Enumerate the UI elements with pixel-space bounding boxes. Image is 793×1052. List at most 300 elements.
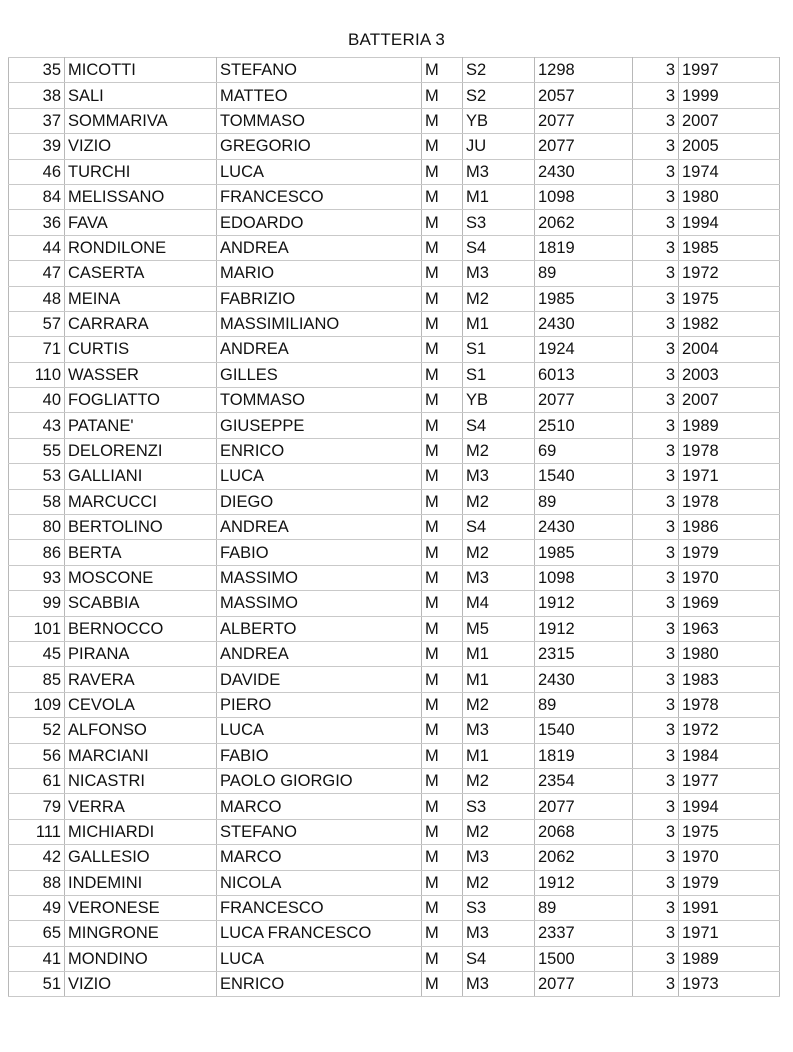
heat-cell: 3 xyxy=(633,261,679,286)
sex-cell: M xyxy=(422,311,463,336)
bib-number-cell: 44 xyxy=(9,235,65,260)
surname-cell: MONDINO xyxy=(65,946,217,971)
category-cell: M2 xyxy=(463,540,535,565)
heat-cell: 3 xyxy=(633,768,679,793)
table-row xyxy=(9,845,780,870)
bib-number-cell: 65 xyxy=(9,921,65,946)
club-code-cell: 2430 xyxy=(535,667,633,692)
category-cell: M1 xyxy=(463,641,535,666)
bib-number-cell: 84 xyxy=(9,184,65,209)
table-row xyxy=(9,438,780,463)
birth-year-cell: 2007 xyxy=(679,388,780,413)
birth-year-cell: 2005 xyxy=(679,134,780,159)
heat-cell: 3 xyxy=(633,235,679,260)
category-cell: M3 xyxy=(463,159,535,184)
bib-number-cell: 51 xyxy=(9,972,65,997)
first-name-cell: MASSIMO xyxy=(217,591,422,616)
club-code-cell: 2068 xyxy=(535,819,633,844)
table-row xyxy=(9,895,780,920)
bib-number-cell: 56 xyxy=(9,743,65,768)
heat-cell: 3 xyxy=(633,794,679,819)
heat-cell: 3 xyxy=(633,286,679,311)
first-name-cell: ANDREA xyxy=(217,641,422,666)
first-name-cell: MASSIMO xyxy=(217,565,422,590)
table-row xyxy=(9,540,780,565)
heat-cell: 3 xyxy=(633,946,679,971)
bib-number-cell: 45 xyxy=(9,641,65,666)
club-code-cell: 2077 xyxy=(535,972,633,997)
sex-cell: M xyxy=(422,489,463,514)
heat-cell: 3 xyxy=(633,58,679,83)
bib-number-cell: 49 xyxy=(9,895,65,920)
surname-cell: PIRANA xyxy=(65,641,217,666)
category-cell: M3 xyxy=(463,464,535,489)
bib-number-cell: 48 xyxy=(9,286,65,311)
first-name-cell: FRANCESCO xyxy=(217,895,422,920)
club-code-cell: 1819 xyxy=(535,743,633,768)
category-cell: M4 xyxy=(463,591,535,616)
table-row xyxy=(9,946,780,971)
first-name-cell: FRANCESCO xyxy=(217,184,422,209)
category-cell: YB xyxy=(463,388,535,413)
heat-cell: 3 xyxy=(633,134,679,159)
first-name-cell: DIEGO xyxy=(217,489,422,514)
birth-year-cell: 1986 xyxy=(679,515,780,540)
club-code-cell: 89 xyxy=(535,489,633,514)
bib-number-cell: 109 xyxy=(9,692,65,717)
surname-cell: WASSER xyxy=(65,362,217,387)
bib-number-cell: 43 xyxy=(9,413,65,438)
club-code-cell: 2077 xyxy=(535,108,633,133)
first-name-cell: LUCA FRANCESCO xyxy=(217,921,422,946)
table-row xyxy=(9,58,780,83)
birth-year-cell: 1989 xyxy=(679,413,780,438)
category-cell: JU xyxy=(463,134,535,159)
birth-year-cell: 1994 xyxy=(679,794,780,819)
surname-cell: BERTA xyxy=(65,540,217,565)
birth-year-cell: 1972 xyxy=(679,261,780,286)
surname-cell: ALFONSO xyxy=(65,718,217,743)
category-cell: M1 xyxy=(463,311,535,336)
category-cell: M2 xyxy=(463,692,535,717)
bib-number-cell: 79 xyxy=(9,794,65,819)
sex-cell: M xyxy=(422,83,463,108)
birth-year-cell: 1994 xyxy=(679,210,780,235)
club-code-cell: 1912 xyxy=(535,591,633,616)
club-code-cell: 1819 xyxy=(535,235,633,260)
sex-cell: M xyxy=(422,768,463,793)
table-row xyxy=(9,134,780,159)
sex-cell: M xyxy=(422,464,463,489)
sex-cell: M xyxy=(422,641,463,666)
bib-number-cell: 101 xyxy=(9,616,65,641)
surname-cell: MELISSANO xyxy=(65,184,217,209)
category-cell: S2 xyxy=(463,83,535,108)
club-code-cell: 89 xyxy=(535,261,633,286)
bib-number-cell: 55 xyxy=(9,438,65,463)
bib-number-cell: 42 xyxy=(9,845,65,870)
birth-year-cell: 1982 xyxy=(679,311,780,336)
first-name-cell: MARCO xyxy=(217,845,422,870)
sex-cell: M xyxy=(422,337,463,362)
surname-cell: PATANE' xyxy=(65,413,217,438)
first-name-cell: MARCO xyxy=(217,794,422,819)
surname-cell: MEINA xyxy=(65,286,217,311)
bib-number-cell: 57 xyxy=(9,311,65,336)
first-name-cell: EDOARDO xyxy=(217,210,422,235)
table-row xyxy=(9,108,780,133)
first-name-cell: LUCA xyxy=(217,718,422,743)
surname-cell: BERNOCCO xyxy=(65,616,217,641)
heat-cell: 3 xyxy=(633,184,679,209)
heat-cell: 3 xyxy=(633,845,679,870)
surname-cell: CURTIS xyxy=(65,337,217,362)
heat-cell: 3 xyxy=(633,159,679,184)
sex-cell: M xyxy=(422,972,463,997)
sex-cell: M xyxy=(422,261,463,286)
category-cell: S4 xyxy=(463,235,535,260)
birth-year-cell: 1972 xyxy=(679,718,780,743)
birth-year-cell: 1970 xyxy=(679,565,780,590)
birth-year-cell: 1989 xyxy=(679,946,780,971)
first-name-cell: ANDREA xyxy=(217,235,422,260)
first-name-cell: ALBERTO xyxy=(217,616,422,641)
birth-year-cell: 2003 xyxy=(679,362,780,387)
sex-cell: M xyxy=(422,184,463,209)
bib-number-cell: 46 xyxy=(9,159,65,184)
heat-cell: 3 xyxy=(633,972,679,997)
heat-cell: 3 xyxy=(633,565,679,590)
club-code-cell: 89 xyxy=(535,692,633,717)
category-cell: S1 xyxy=(463,362,535,387)
surname-cell: CASERTA xyxy=(65,261,217,286)
sex-cell: M xyxy=(422,895,463,920)
birth-year-cell: 1978 xyxy=(679,692,780,717)
heat-cell: 3 xyxy=(633,667,679,692)
first-name-cell: LUCA xyxy=(217,946,422,971)
birth-year-cell: 1991 xyxy=(679,895,780,920)
bib-number-cell: 80 xyxy=(9,515,65,540)
heat-cell: 3 xyxy=(633,616,679,641)
surname-cell: MINGRONE xyxy=(65,921,217,946)
first-name-cell: FABIO xyxy=(217,540,422,565)
surname-cell: MOSCONE xyxy=(65,565,217,590)
sex-cell: M xyxy=(422,362,463,387)
bib-number-cell: 99 xyxy=(9,591,65,616)
club-code-cell: 2077 xyxy=(535,388,633,413)
bib-number-cell: 110 xyxy=(9,362,65,387)
heat-cell: 3 xyxy=(633,515,679,540)
club-code-cell: 2430 xyxy=(535,311,633,336)
sex-cell: M xyxy=(422,388,463,413)
heat-cell: 3 xyxy=(633,743,679,768)
sex-cell: M xyxy=(422,565,463,590)
birth-year-cell: 1973 xyxy=(679,972,780,997)
category-cell: M3 xyxy=(463,845,535,870)
heat-table-body xyxy=(9,58,780,997)
club-code-cell: 1985 xyxy=(535,286,633,311)
first-name-cell: GILLES xyxy=(217,362,422,387)
club-code-cell: 1500 xyxy=(535,946,633,971)
bib-number-cell: 37 xyxy=(9,108,65,133)
heat-cell: 3 xyxy=(633,921,679,946)
table-row xyxy=(9,870,780,895)
heat-cell: 3 xyxy=(633,362,679,387)
birth-year-cell: 1980 xyxy=(679,184,780,209)
first-name-cell: DAVIDE xyxy=(217,667,422,692)
surname-cell: MICHIARDI xyxy=(65,819,217,844)
table-row xyxy=(9,159,780,184)
category-cell: M1 xyxy=(463,743,535,768)
category-cell: M2 xyxy=(463,819,535,844)
birth-year-cell: 1963 xyxy=(679,616,780,641)
table-row xyxy=(9,184,780,209)
club-code-cell: 2430 xyxy=(535,515,633,540)
category-cell: M2 xyxy=(463,489,535,514)
category-cell: S2 xyxy=(463,58,535,83)
surname-cell: VERONESE xyxy=(65,895,217,920)
surname-cell: GALLESIO xyxy=(65,845,217,870)
bib-number-cell: 36 xyxy=(9,210,65,235)
heat-cell: 3 xyxy=(633,540,679,565)
table-row xyxy=(9,921,780,946)
club-code-cell: 1098 xyxy=(535,184,633,209)
table-row xyxy=(9,972,780,997)
bib-number-cell: 53 xyxy=(9,464,65,489)
club-code-cell: 1912 xyxy=(535,616,633,641)
table-row xyxy=(9,311,780,336)
table-row xyxy=(9,489,780,514)
first-name-cell: STEFANO xyxy=(217,58,422,83)
club-code-cell: 89 xyxy=(535,895,633,920)
sex-cell: M xyxy=(422,58,463,83)
birth-year-cell: 1971 xyxy=(679,464,780,489)
heat-cell: 3 xyxy=(633,108,679,133)
bib-number-cell: 41 xyxy=(9,946,65,971)
club-code-cell: 2354 xyxy=(535,768,633,793)
club-code-cell: 2077 xyxy=(535,134,633,159)
category-cell: M2 xyxy=(463,286,535,311)
heat-cell: 3 xyxy=(633,388,679,413)
table-row xyxy=(9,565,780,590)
surname-cell: GALLIANI xyxy=(65,464,217,489)
sex-cell: M xyxy=(422,794,463,819)
bib-number-cell: 39 xyxy=(9,134,65,159)
category-cell: M5 xyxy=(463,616,535,641)
surname-cell: MICOTTI xyxy=(65,58,217,83)
first-name-cell: STEFANO xyxy=(217,819,422,844)
first-name-cell: MASSIMILIANO xyxy=(217,311,422,336)
surname-cell: DELORENZI xyxy=(65,438,217,463)
table-row xyxy=(9,464,780,489)
table-row xyxy=(9,388,780,413)
sex-cell: M xyxy=(422,718,463,743)
surname-cell: MARCUCCI xyxy=(65,489,217,514)
bib-number-cell: 40 xyxy=(9,388,65,413)
sex-cell: M xyxy=(422,692,463,717)
category-cell: M1 xyxy=(463,667,535,692)
first-name-cell: MATTEO xyxy=(217,83,422,108)
table-row xyxy=(9,235,780,260)
bib-number-cell: 38 xyxy=(9,83,65,108)
category-cell: M2 xyxy=(463,768,535,793)
sex-cell: M xyxy=(422,616,463,641)
sex-cell: M xyxy=(422,540,463,565)
club-code-cell: 2077 xyxy=(535,794,633,819)
table-row xyxy=(9,667,780,692)
club-code-cell: 2062 xyxy=(535,210,633,235)
table-row xyxy=(9,413,780,438)
sex-cell: M xyxy=(422,667,463,692)
category-cell: S4 xyxy=(463,515,535,540)
birth-year-cell: 1978 xyxy=(679,438,780,463)
heat-cell: 3 xyxy=(633,591,679,616)
surname-cell: NICASTRI xyxy=(65,768,217,793)
heat-table xyxy=(8,57,780,997)
birth-year-cell: 1999 xyxy=(679,83,780,108)
birth-year-cell: 2004 xyxy=(679,337,780,362)
first-name-cell: TOMMASO xyxy=(217,108,422,133)
surname-cell: INDEMINI xyxy=(65,870,217,895)
category-cell: S4 xyxy=(463,413,535,438)
birth-year-cell: 2007 xyxy=(679,108,780,133)
table-row xyxy=(9,641,780,666)
table-row xyxy=(9,337,780,362)
table-row xyxy=(9,743,780,768)
category-cell: M3 xyxy=(463,972,535,997)
bib-number-cell: 88 xyxy=(9,870,65,895)
first-name-cell: ANDREA xyxy=(217,337,422,362)
category-cell: M3 xyxy=(463,261,535,286)
sex-cell: M xyxy=(422,159,463,184)
bib-number-cell: 61 xyxy=(9,768,65,793)
heat-cell: 3 xyxy=(633,870,679,895)
bib-number-cell: 35 xyxy=(9,58,65,83)
bib-number-cell: 58 xyxy=(9,489,65,514)
bib-number-cell: 111 xyxy=(9,819,65,844)
birth-year-cell: 1969 xyxy=(679,591,780,616)
first-name-cell: ANDREA xyxy=(217,515,422,540)
sex-cell: M xyxy=(422,108,463,133)
table-row xyxy=(9,261,780,286)
first-name-cell: LUCA xyxy=(217,464,422,489)
category-cell: M3 xyxy=(463,718,535,743)
sex-cell: M xyxy=(422,286,463,311)
surname-cell: SCABBIA xyxy=(65,591,217,616)
birth-year-cell: 1984 xyxy=(679,743,780,768)
surname-cell: RAVERA xyxy=(65,667,217,692)
surname-cell: CEVOLA xyxy=(65,692,217,717)
table-row xyxy=(9,362,780,387)
birth-year-cell: 1985 xyxy=(679,235,780,260)
surname-cell: RONDILONE xyxy=(65,235,217,260)
table-row xyxy=(9,794,780,819)
club-code-cell: 1924 xyxy=(535,337,633,362)
club-code-cell: 1298 xyxy=(535,58,633,83)
sex-cell: M xyxy=(422,515,463,540)
category-cell: M1 xyxy=(463,184,535,209)
heat-cell: 3 xyxy=(633,718,679,743)
first-name-cell: ENRICO xyxy=(217,438,422,463)
sex-cell: M xyxy=(422,438,463,463)
table-row xyxy=(9,692,780,717)
heat-cell: 3 xyxy=(633,895,679,920)
category-cell: YB xyxy=(463,108,535,133)
first-name-cell: ENRICO xyxy=(217,972,422,997)
birth-year-cell: 1978 xyxy=(679,489,780,514)
birth-year-cell: 1977 xyxy=(679,768,780,793)
birth-year-cell: 1970 xyxy=(679,845,780,870)
birth-year-cell: 1979 xyxy=(679,870,780,895)
sex-cell: M xyxy=(422,819,463,844)
birth-year-cell: 1971 xyxy=(679,921,780,946)
bib-number-cell: 71 xyxy=(9,337,65,362)
bib-number-cell: 85 xyxy=(9,667,65,692)
heat-cell: 3 xyxy=(633,464,679,489)
bib-number-cell: 47 xyxy=(9,261,65,286)
surname-cell: SALI xyxy=(65,83,217,108)
club-code-cell: 1098 xyxy=(535,565,633,590)
club-code-cell: 1540 xyxy=(535,464,633,489)
club-code-cell: 6013 xyxy=(535,362,633,387)
sex-cell: M xyxy=(422,845,463,870)
heat-cell: 3 xyxy=(633,489,679,514)
surname-cell: FAVA xyxy=(65,210,217,235)
bib-number-cell: 93 xyxy=(9,565,65,590)
bib-number-cell: 86 xyxy=(9,540,65,565)
heat-cell: 3 xyxy=(633,819,679,844)
table-row xyxy=(9,515,780,540)
club-code-cell: 2315 xyxy=(535,641,633,666)
first-name-cell: GREGORIO xyxy=(217,134,422,159)
category-cell: M2 xyxy=(463,870,535,895)
surname-cell: SOMMARIVA xyxy=(65,108,217,133)
heat-cell: 3 xyxy=(633,83,679,108)
heat-cell: 3 xyxy=(633,311,679,336)
heat-cell: 3 xyxy=(633,692,679,717)
first-name-cell: NICOLA xyxy=(217,870,422,895)
club-code-cell: 1540 xyxy=(535,718,633,743)
heat-cell: 3 xyxy=(633,641,679,666)
table-row xyxy=(9,286,780,311)
sex-cell: M xyxy=(422,134,463,159)
category-cell: M2 xyxy=(463,438,535,463)
sex-cell: M xyxy=(422,413,463,438)
surname-cell: VIZIO xyxy=(65,134,217,159)
birth-year-cell: 1975 xyxy=(679,286,780,311)
club-code-cell: 1912 xyxy=(535,870,633,895)
club-code-cell: 1985 xyxy=(535,540,633,565)
surname-cell: BERTOLINO xyxy=(65,515,217,540)
heat-cell: 3 xyxy=(633,210,679,235)
birth-year-cell: 1979 xyxy=(679,540,780,565)
table-row xyxy=(9,591,780,616)
surname-cell: MARCIANI xyxy=(65,743,217,768)
club-code-cell: 2510 xyxy=(535,413,633,438)
table-row xyxy=(9,819,780,844)
table-row xyxy=(9,616,780,641)
sex-cell: M xyxy=(422,591,463,616)
first-name-cell: FABRIZIO xyxy=(217,286,422,311)
sex-cell: M xyxy=(422,921,463,946)
birth-year-cell: 1975 xyxy=(679,819,780,844)
first-name-cell: PIERO xyxy=(217,692,422,717)
category-cell: S4 xyxy=(463,946,535,971)
heat-cell: 3 xyxy=(633,337,679,362)
table-row xyxy=(9,210,780,235)
sex-cell: M xyxy=(422,946,463,971)
sex-cell: M xyxy=(422,743,463,768)
